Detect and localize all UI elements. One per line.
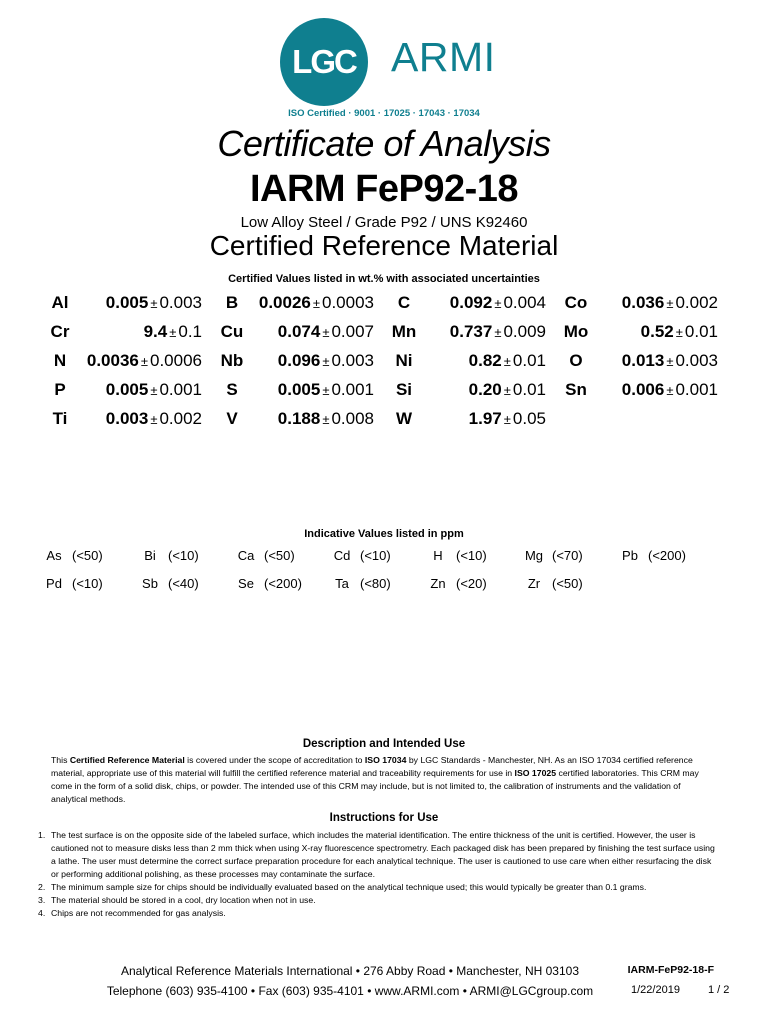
element-symbol: O: [569, 351, 583, 370]
value: 0.003: [105, 409, 149, 428]
footer-contact: Telephone (603) 935-4100 • Fax (603) 935-4101 • www.ARMI.com • ARMI@LGCgroup.com: [106, 984, 594, 998]
certified-value: [256, 322, 374, 342]
certified-cell: [212, 289, 384, 318]
instructions-list: [38, 829, 718, 920]
indicative-cell: [424, 576, 520, 591]
uncertainty: 0.007: [331, 322, 374, 341]
instruction-item: [38, 829, 718, 881]
value: 0.096: [277, 351, 321, 370]
element-symbol: Si: [395, 380, 413, 399]
certified-cell: [40, 376, 212, 405]
crm-label: Certified Reference Material: [209, 230, 559, 261]
element-symbol: H: [433, 548, 443, 563]
certified-cell: [556, 347, 728, 376]
limit-value: (<200): [264, 576, 302, 591]
indicative-row: [40, 576, 740, 604]
certified-cell: [556, 289, 728, 318]
certified-value: [84, 351, 202, 371]
certified-cell: [40, 318, 212, 347]
indicative-cell: [232, 548, 328, 563]
element-symbol: Co: [564, 293, 588, 312]
element-symbol: Zn: [430, 576, 446, 591]
footer-address: Analytical Reference Materials International • 276 Abby Road • Manchester, NH 03103: [121, 964, 579, 978]
armi-wordmark: ARMI: [391, 34, 496, 80]
element-symbol: Pd: [46, 576, 62, 591]
element-symbol: As: [46, 548, 62, 563]
element-symbol: Cr: [50, 322, 70, 341]
indicative-row: [40, 548, 740, 576]
uncertainty: 0.003: [159, 293, 202, 312]
indicative-values-table: [40, 548, 740, 604]
element-symbol: Ca: [237, 548, 255, 563]
plus-minus-symbol: ±: [666, 296, 674, 311]
value: 0.092: [449, 293, 493, 312]
plus-minus-symbol: ±: [150, 412, 158, 427]
certified-value: [256, 351, 374, 371]
limit-value: (<10): [360, 548, 391, 563]
instruction-item: [38, 907, 718, 920]
footer-document-id: IARM-FeP92-18-F: [627, 964, 714, 976]
plus-minus-symbol: ±: [322, 412, 330, 427]
element-symbol: Sb: [142, 576, 158, 591]
certified-cell: [212, 376, 384, 405]
uncertainty: 0.008: [331, 409, 374, 428]
value: 0.074: [277, 322, 321, 341]
uncertainty: 0.001: [675, 380, 718, 399]
element-symbol: N: [53, 351, 67, 370]
uncertainty: 0.05: [512, 409, 546, 428]
footer-date: 1/22/2019: [631, 984, 680, 996]
element-symbol: P: [54, 380, 66, 399]
indicative-cell: [328, 548, 424, 563]
limit-value: (<80): [360, 576, 391, 591]
uncertainty: 0.001: [159, 380, 202, 399]
certified-cell: [384, 405, 556, 434]
element-symbol: Ti: [52, 409, 68, 428]
plus-minus-symbol: ±: [140, 354, 148, 369]
certified-value: [428, 351, 546, 371]
certified-value: [600, 380, 718, 400]
certified-value: [84, 380, 202, 400]
value: 0.20: [468, 380, 502, 399]
certified-values-heading: Certified Values listed in wt.% with associated uncertainties: [228, 273, 540, 285]
element-symbol: W: [395, 409, 413, 428]
element-symbol: Nb: [220, 351, 244, 370]
certified-cell: [212, 405, 384, 434]
certified-value: [256, 409, 374, 429]
value: 0.737: [449, 322, 493, 341]
certified-value: [256, 380, 374, 400]
instruction-number: 3.: [38, 895, 46, 905]
certified-row: [40, 405, 740, 434]
lgc-logo-circle: LGC: [280, 18, 368, 106]
certified-value: [600, 351, 718, 371]
value: 0.188: [277, 409, 321, 428]
element-symbol: Al: [51, 293, 69, 312]
uncertainty: 0.0003: [322, 293, 374, 312]
certified-cell: [40, 405, 212, 434]
limit-value: (<50): [552, 576, 583, 591]
certified-cell: [212, 318, 384, 347]
value: 0.0026: [258, 293, 311, 312]
material-description: Low Alloy Steel / Grade P92 / UNS K92460: [240, 214, 528, 231]
instruction-number: 2.: [38, 882, 46, 892]
plus-minus-symbol: ±: [494, 325, 502, 340]
limit-value: (<50): [264, 548, 295, 563]
footer-page-number: 1 / 2: [708, 984, 730, 996]
instruction-item: [38, 894, 718, 907]
limit-value: (<20): [456, 576, 487, 591]
certified-value: [256, 293, 374, 313]
value: 0.52: [640, 322, 674, 341]
element-symbol: Bi: [144, 548, 156, 563]
certified-value: [428, 322, 546, 342]
plus-minus-symbol: ±: [169, 325, 177, 340]
element-symbol: Sn: [565, 380, 587, 399]
plus-minus-symbol: ±: [503, 412, 511, 427]
value: 0.006: [621, 380, 665, 399]
limit-value: (<70): [552, 548, 583, 563]
uncertainty: 0.004: [503, 293, 546, 312]
value: 1.97: [468, 409, 502, 428]
certified-cell: [384, 347, 556, 376]
indicative-cell: [136, 576, 232, 591]
plus-minus-symbol: ±: [150, 383, 158, 398]
plus-minus-symbol: ±: [150, 296, 158, 311]
indicative-cell: [232, 576, 328, 591]
limit-value: (<50): [72, 548, 103, 563]
indicative-cell: [616, 548, 712, 563]
certified-row: [40, 376, 740, 405]
plus-minus-symbol: ±: [312, 296, 320, 311]
plus-minus-symbol: ±: [494, 296, 502, 311]
element-symbol: Mg: [524, 548, 544, 563]
certified-value: [428, 293, 546, 313]
indicative-cell: [520, 576, 616, 591]
element-symbol: Cd: [333, 548, 351, 563]
certified-cell: [40, 289, 212, 318]
certified-value: [600, 293, 718, 313]
uncertainty: 0.1: [178, 322, 202, 341]
certified-row: [40, 289, 740, 318]
instructions-heading: Instructions for Use: [329, 812, 439, 824]
element-symbol: B: [225, 293, 239, 312]
certified-row: [40, 318, 740, 347]
iso-certified-line: ISO Certified · 9001 · 17025 · 17043 · 17034: [288, 108, 480, 119]
description-heading: Description and Intended Use: [302, 738, 466, 750]
element-symbol: Mo: [563, 322, 589, 341]
value: 0.005: [105, 380, 149, 399]
value: 0.036: [621, 293, 665, 312]
instruction-text: The material should be stored in a cool, dry location when not in use.: [51, 895, 316, 905]
uncertainty: 0.002: [675, 293, 718, 312]
indicative-cell: [520, 548, 616, 563]
element-symbol: S: [226, 380, 238, 399]
limit-value: (<10): [72, 576, 103, 591]
plus-minus-symbol: ±: [666, 383, 674, 398]
certified-value: [600, 322, 718, 342]
element-symbol: Ni: [395, 351, 413, 370]
limit-value: (<10): [456, 548, 487, 563]
plus-minus-symbol: ±: [503, 383, 511, 398]
certified-cell: [384, 376, 556, 405]
element-symbol: Pb: [622, 548, 638, 563]
certified-values-table: [40, 289, 740, 434]
element-symbol: V: [226, 409, 238, 428]
instruction-text: The minimum sample size for chips should be individually evaluated based on the analytical technique used; this would typically be greater than 0.1 grams.: [51, 882, 647, 892]
certified-value: [84, 322, 202, 342]
certified-value: [84, 409, 202, 429]
element-symbol: Zr: [527, 576, 541, 591]
instruction-item: [38, 881, 718, 894]
indicative-cell: [328, 576, 424, 591]
value: 9.4: [143, 322, 168, 341]
instruction-text: The test surface is on the opposite side of the labeled surface, which includes the material identification. The entire thickness of the unit is certified. However, the user is cautioned not to measure disks less than 2 mm thick when using X-ray fluorescence spectrometry. Each packaged disk has been prepared by finishing the test surface using a lathe. The user must determine the correct surface preparation procedure for each analytical technique. The user is cautioned to use care when either resurfacing the disk or performing additional polishing, as these processes may contaminate the surface.: [51, 830, 715, 879]
certified-cell: [384, 289, 556, 318]
plus-minus-symbol: ±: [675, 325, 683, 340]
uncertainty: 0.01: [684, 322, 718, 341]
uncertainty: 0.0006: [150, 351, 202, 370]
uncertainty: 0.009: [503, 322, 546, 341]
plus-minus-symbol: ±: [503, 354, 511, 369]
uncertainty: 0.003: [675, 351, 718, 370]
instruction-number: 4.: [38, 908, 46, 918]
value: 0.82: [468, 351, 502, 370]
certified-row: [40, 347, 740, 376]
value: 0.0036: [86, 351, 139, 370]
certified-cell: [556, 318, 728, 347]
uncertainty: 0.001: [331, 380, 374, 399]
logo: [280, 16, 500, 108]
indicative-values-heading: Indicative Values listed in ppm: [304, 528, 464, 540]
uncertainty: 0.01: [512, 351, 546, 370]
element-symbol: Mn: [391, 322, 417, 341]
indicative-cell: [424, 548, 520, 563]
description-paragraph: This Certified Reference Material is covered under the scope of accreditation to ISO 17034 by LGC Standards - Manchester, NH. As an ISO 17034 certified reference material, appropriate use of this material will fulfill the certified reference material and traceability requirements for use in ISO 17025 certified laboratories. This CRM may come in the form of a solid disk, chips, or powder. The intended use of this CRM may include, but is not limited to, the calibration of instruments and the validation of analytical methods.: [51, 755, 699, 804]
indicative-cell: [40, 576, 136, 591]
limit-value: (<10): [168, 548, 199, 563]
certified-value: [84, 293, 202, 313]
certified-cell: [212, 347, 384, 376]
limit-value: (<40): [168, 576, 199, 591]
element-symbol: Se: [238, 576, 254, 591]
certified-value: [428, 409, 546, 429]
element-symbol: Ta: [335, 576, 349, 591]
certified-cell: [556, 376, 728, 405]
uncertainty: 0.002: [159, 409, 202, 428]
value: 0.005: [105, 293, 149, 312]
instruction-number: 1.: [38, 830, 46, 840]
certified-value: [428, 380, 546, 400]
document-title: Certificate of Analysis: [217, 123, 551, 164]
instruction-text: Chips are not recommended for gas analysis.: [51, 908, 226, 918]
value: 0.005: [277, 380, 321, 399]
plus-minus-symbol: ±: [322, 383, 330, 398]
certified-cell: [384, 318, 556, 347]
uncertainty: 0.01: [512, 380, 546, 399]
indicative-cell: [136, 548, 232, 563]
indicative-cell: [40, 548, 136, 563]
plus-minus-symbol: ±: [322, 325, 330, 340]
limit-value: (<200): [648, 548, 686, 563]
certified-cell: [40, 347, 212, 376]
plus-minus-symbol: ±: [666, 354, 674, 369]
plus-minus-symbol: ±: [322, 354, 330, 369]
value: 0.013: [621, 351, 665, 370]
uncertainty: 0.003: [331, 351, 374, 370]
element-symbol: Cu: [220, 322, 244, 341]
element-symbol: C: [397, 293, 411, 312]
product-id: IARM FeP92-18: [249, 168, 519, 210]
